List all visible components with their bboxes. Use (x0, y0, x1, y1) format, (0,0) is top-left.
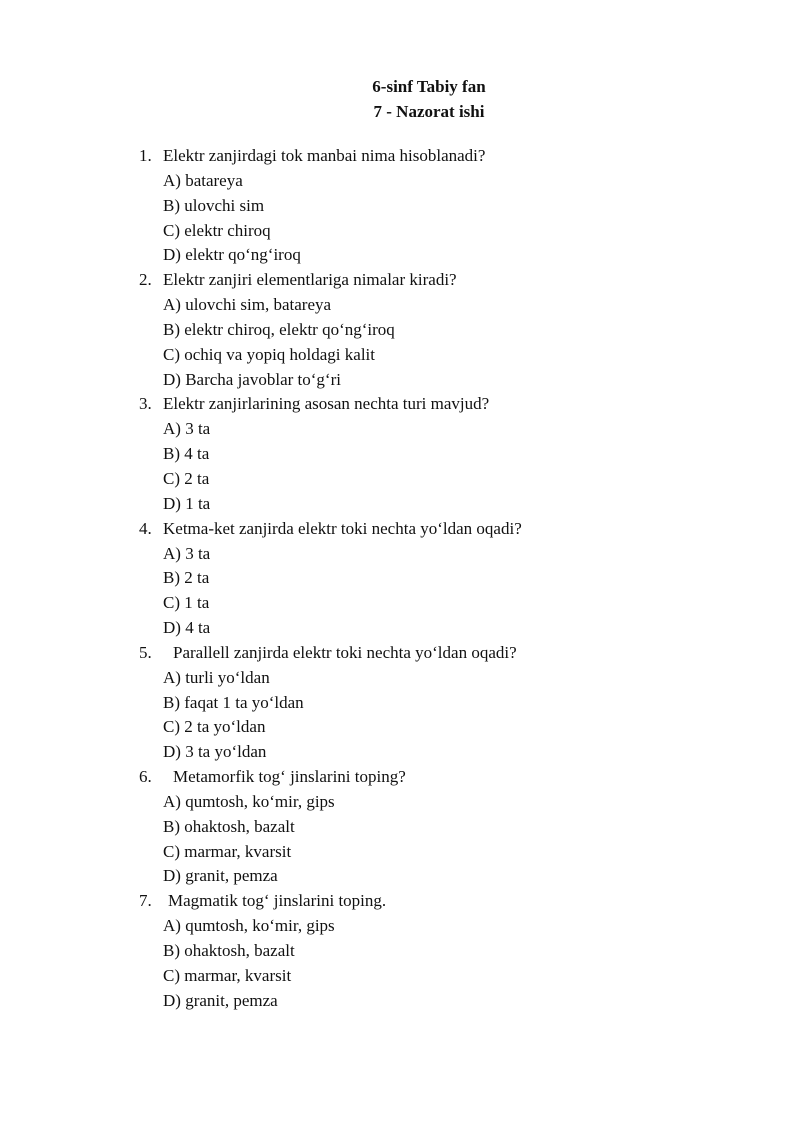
question-line (0, 517, 800, 542)
option-c: C) 2 ta (163, 468, 210, 488)
question-text: Magmatik tog‘ jinslarini toping. (168, 891, 387, 911)
document-title: 6-sinf Tabiy fan (372, 77, 486, 96)
question-number: 4. (139, 518, 152, 538)
option-list (0, 542, 800, 641)
option-list (0, 417, 800, 516)
option-b: B) 4 ta (163, 444, 210, 464)
question-line (0, 765, 800, 790)
question-number: 2. (139, 270, 152, 290)
option-list (0, 666, 800, 765)
option-c: C) 2 ta yo‘ldan (163, 717, 266, 737)
option-a: A) qumtosh, ko‘mir, gips (163, 791, 335, 811)
option-d: D) 1 ta (163, 493, 211, 513)
question-text: Ketma-ket zanjirda elektr toki nechta yo‘ldan oqadi? (163, 518, 522, 538)
option-list (0, 914, 800, 1013)
question-number: 6. (139, 767, 152, 787)
option-a: A) 3 ta (163, 543, 211, 563)
document-subtitle: 7 - Nazorat ishi (373, 102, 485, 121)
question-number: 5. (139, 642, 152, 662)
option-c: C) elektr chiroq (163, 220, 271, 240)
question-line (0, 392, 800, 417)
question-number: 3. (139, 394, 152, 414)
option-c: C) ochiq va yopiq holdagi kalit (163, 344, 375, 364)
question-6 (0, 765, 800, 889)
option-a: A) batareya (163, 170, 243, 190)
question-line (0, 889, 800, 914)
option-d: D) 3 ta yo‘ldan (163, 742, 267, 762)
question-line (0, 268, 800, 293)
option-list (0, 790, 800, 889)
question-4 (0, 517, 800, 641)
question-text: Metamorfik tog‘ jinslarini toping? (173, 767, 406, 787)
question-number: 1. (139, 146, 152, 165)
question-text: Elektr zanjirdagi tok manbai nima hisoblanadi? (163, 146, 486, 165)
option-c: C) 1 ta (163, 593, 210, 613)
question-text: Elektr zanjirlarining asosan nechta turi mavjud? (163, 394, 490, 414)
option-b: B) 2 ta (163, 568, 210, 588)
question-7 (0, 889, 800, 1013)
option-d: D) granit, pemza (163, 990, 278, 1010)
option-d: D) elektr qo‘ng‘iroq (163, 245, 301, 265)
option-a: A) turli yo‘ldan (163, 667, 270, 687)
question-3 (0, 392, 800, 516)
option-d: D) 4 ta (163, 618, 211, 638)
question-text: Parallell zanjirda elektr toki nechta yo‘ldan oqadi? (173, 642, 517, 662)
question-line (0, 144, 800, 169)
question-number: 7. (139, 891, 152, 911)
option-a: A) 3 ta (163, 419, 211, 439)
option-b: B) ulovchi sim (163, 195, 265, 215)
question-5 (0, 641, 800, 765)
question-text: Elektr zanjiri elementlariga nimalar kiradi? (163, 270, 457, 290)
option-a: A) ulovchi sim, batareya (163, 295, 332, 315)
option-c: C) marmar, kvarsit (163, 965, 292, 985)
option-a: A) qumtosh, ko‘mir, gips (163, 916, 335, 936)
option-list (0, 169, 800, 268)
question-2 (0, 268, 800, 392)
question-list (0, 144, 800, 1014)
option-b: B) faqat 1 ta yo‘ldan (163, 692, 304, 712)
question-line (0, 641, 800, 666)
option-b: B) ohaktosh, bazalt (163, 816, 295, 836)
option-c: C) marmar, kvarsit (163, 841, 292, 861)
option-b: B) elektr chiroq, elektr qo‘ng‘iroq (163, 319, 395, 339)
option-d: D) granit, pemza (163, 866, 278, 886)
question-1 (0, 144, 800, 268)
option-list (0, 293, 800, 392)
option-d: D) Barcha javoblar to‘g‘ri (163, 369, 341, 389)
option-b: B) ohaktosh, bazalt (163, 941, 295, 960)
